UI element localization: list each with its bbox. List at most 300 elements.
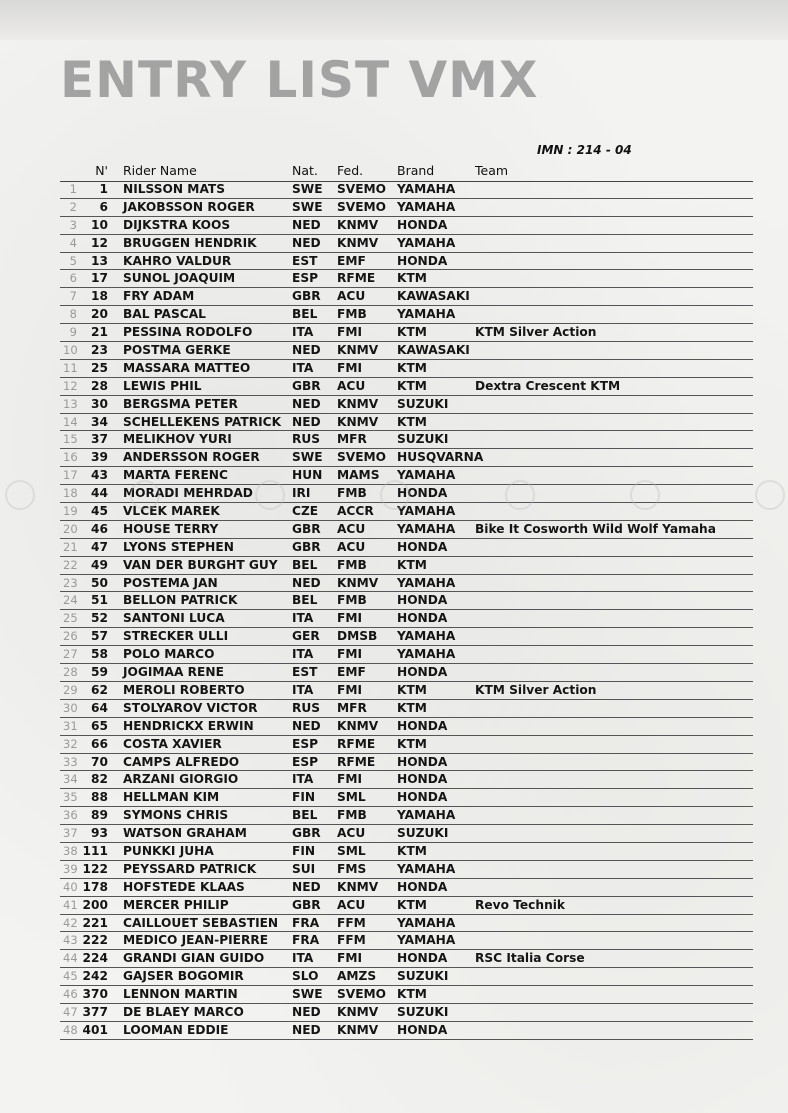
rider-name: JOGIMAA RENE <box>123 665 224 680</box>
table-row <box>60 628 753 646</box>
row-index: 43 <box>63 933 78 948</box>
nationality: FIN <box>292 843 316 858</box>
row-index: 10 <box>63 343 78 358</box>
row-index: 14 <box>63 414 78 429</box>
federation: FMB <box>337 557 367 572</box>
table-row <box>60 485 753 503</box>
rider-number: 58 <box>91 647 108 662</box>
rider-number: 111 <box>82 843 108 858</box>
rider-name: GRANDI GIAN GUIDO <box>123 951 265 966</box>
brand: KTM <box>397 682 427 697</box>
rider-number: 6 <box>99 199 108 214</box>
row-index: 48 <box>63 1022 78 1037</box>
federation: RFME <box>337 271 376 286</box>
rider-number: 13 <box>91 253 108 268</box>
federation: ACCR <box>337 504 374 519</box>
row-index: 32 <box>63 736 78 751</box>
header-team: Team <box>475 163 509 178</box>
row-index: 33 <box>63 754 78 769</box>
rider-number: 224 <box>82 951 108 966</box>
row-index: 15 <box>63 432 78 447</box>
brand: SUZUKI <box>397 1004 449 1019</box>
rider-number: 200 <box>82 897 108 912</box>
federation: FMB <box>337 486 367 501</box>
federation: FFM <box>337 915 366 930</box>
nationality: ESP <box>292 271 319 286</box>
rider-name: PESSINA RODOLFO <box>123 325 253 340</box>
header-nationality: Nat. <box>292 163 318 178</box>
row-index: 2 <box>69 199 77 214</box>
table-row <box>60 771 753 789</box>
rider-name: MEDICO JEAN-PIERRE <box>123 933 269 948</box>
federation: KNMV <box>337 343 379 358</box>
federation: FMI <box>337 325 362 340</box>
rider-number: 1 <box>99 182 108 196</box>
nationality: EST <box>292 665 318 680</box>
nationality: GBR <box>292 521 321 536</box>
rider-name: SANTONI LUCA <box>123 611 225 626</box>
row-index: 40 <box>63 879 78 894</box>
table-row <box>60 306 753 324</box>
team: KTM Silver Action <box>475 682 597 697</box>
team: RSC Italia Corse <box>475 951 585 966</box>
federation: KNMV <box>337 414 379 429</box>
nationality: IRI <box>292 486 311 501</box>
federation: FMI <box>337 682 362 697</box>
nationality: SUI <box>292 861 316 876</box>
federation: KNMV <box>337 575 379 590</box>
nationality: EST <box>292 253 318 268</box>
rider-number: 17 <box>91 271 108 286</box>
brand: HUSQVARNA <box>397 450 484 465</box>
nationality: SWE <box>292 199 323 214</box>
brand: HONDA <box>397 665 448 680</box>
federation: MFR <box>337 432 367 447</box>
team: KTM Silver Action <box>475 325 597 340</box>
row-index: 13 <box>63 396 78 411</box>
table-row <box>60 736 753 754</box>
brand: YAMAHA <box>397 629 456 644</box>
table-row <box>60 199 753 217</box>
nationality: NED <box>292 396 321 411</box>
rider-name: BRUGGEN HENDRIK <box>123 235 257 250</box>
rider-number: 23 <box>91 343 108 358</box>
table-row <box>60 968 753 986</box>
rider-name: NILSSON MATS <box>123 182 226 196</box>
federation: FMI <box>337 772 362 787</box>
table-row <box>60 664 753 682</box>
brand: HONDA <box>397 772 448 787</box>
rider-number: 46 <box>91 521 108 536</box>
rider-name: POLO MARCO <box>123 647 215 662</box>
rider-number: 43 <box>91 468 108 483</box>
nationality: ITA <box>292 325 314 340</box>
nationality: SLO <box>292 969 319 984</box>
row-index: 27 <box>63 647 78 662</box>
rider-number: 370 <box>82 987 108 1002</box>
federation: FMB <box>337 307 367 322</box>
rider-name: HENDRICKX ERWIN <box>123 718 254 733</box>
table-row <box>60 1022 753 1040</box>
table-header <box>60 163 753 182</box>
nationality: FIN <box>292 790 316 805</box>
federation: KNMV <box>337 1004 379 1019</box>
brand: HONDA <box>397 951 448 966</box>
table-row <box>60 414 753 432</box>
row-index: 17 <box>63 468 78 483</box>
row-index: 18 <box>63 486 78 501</box>
row-index: 29 <box>63 682 78 697</box>
reference-code: IMN : 214 - 04 <box>537 143 632 157</box>
brand: HONDA <box>397 754 448 769</box>
rider-number: 93 <box>91 826 108 841</box>
rider-name: MERCER PHILIP <box>123 897 229 912</box>
federation: ACU <box>337 539 366 554</box>
row-index: 44 <box>63 951 78 966</box>
brand: SUZUKI <box>397 969 449 984</box>
rider-name: SUNOL JOAQUIM <box>123 271 236 286</box>
table-row <box>60 861 753 879</box>
table-row <box>60 718 753 736</box>
entry-table <box>60 181 753 1040</box>
row-index: 46 <box>63 987 78 1002</box>
brand: HONDA <box>397 879 448 894</box>
federation: SVEMO <box>337 199 387 214</box>
brand: KTM <box>397 271 427 286</box>
nationality: NED <box>292 1004 321 1019</box>
brand: YAMAHA <box>397 861 456 876</box>
brand: YAMAHA <box>397 182 456 196</box>
brand: KTM <box>397 360 427 375</box>
nationality: FRA <box>292 915 320 930</box>
nationality: RUS <box>292 700 321 715</box>
nationality: GBR <box>292 826 321 841</box>
row-index: 25 <box>63 611 78 626</box>
row-index: 3 <box>69 217 77 232</box>
brand: KAWASAKI <box>397 289 470 304</box>
table-row <box>60 807 753 825</box>
rider-name: LOOMAN EDDIE <box>123 1022 229 1037</box>
row-index: 16 <box>63 450 78 465</box>
nationality: GBR <box>292 897 321 912</box>
federation: ACU <box>337 826 366 841</box>
rider-name: HELLMAN KIM <box>123 790 220 805</box>
brand: YAMAHA <box>397 933 456 948</box>
rider-number: 57 <box>91 629 108 644</box>
table-row <box>60 217 753 235</box>
brand: HONDA <box>397 593 448 608</box>
rider-name: VLCEK MAREK <box>123 504 220 519</box>
rider-name: JAKOBSSON ROGER <box>123 199 255 214</box>
table-row <box>60 557 753 575</box>
rider-name: PEYSSARD PATRICK <box>123 861 257 876</box>
rider-number: 21 <box>91 325 108 340</box>
rider-number: 50 <box>91 575 108 590</box>
rider-number: 222 <box>82 933 108 948</box>
rider-name: COSTA XAVIER <box>123 736 222 751</box>
rider-number: 82 <box>91 772 108 787</box>
rider-number: 49 <box>91 557 108 572</box>
table-row <box>60 521 753 539</box>
brand: YAMAHA <box>397 468 456 483</box>
federation: ACU <box>337 897 366 912</box>
rider-number: 65 <box>91 718 108 733</box>
row-index: 11 <box>63 360 78 375</box>
brand: YAMAHA <box>397 647 456 662</box>
table-row <box>60 324 753 342</box>
federation: SVEMO <box>337 987 387 1002</box>
table-row <box>60 270 753 288</box>
table-row <box>60 950 753 968</box>
table-row <box>60 360 753 378</box>
rider-name: GAJSER BOGOMIR <box>123 969 244 984</box>
rider-number: 64 <box>91 700 108 715</box>
table-row <box>60 754 753 772</box>
header-brand: Brand <box>397 163 435 178</box>
row-index: 47 <box>63 1004 78 1019</box>
rider-number: 122 <box>82 861 108 876</box>
brand: YAMAHA <box>397 521 456 536</box>
row-index: 42 <box>63 915 78 930</box>
rider-name: MEROLI ROBERTO <box>123 682 245 697</box>
federation: KNMV <box>337 217 379 232</box>
federation: FMS <box>337 861 367 876</box>
row-index: 36 <box>63 808 78 823</box>
rider-number: 44 <box>91 486 108 501</box>
brand: YAMAHA <box>397 199 456 214</box>
brand: SUZUKI <box>397 826 449 841</box>
brand: KTM <box>397 897 427 912</box>
rider-name: HOFSTEDE KLAAS <box>123 879 245 894</box>
row-index: 8 <box>69 307 77 322</box>
nationality: ESP <box>292 754 319 769</box>
rider-number: 52 <box>91 611 108 626</box>
nationality: NED <box>292 718 321 733</box>
row-index: 24 <box>63 593 78 608</box>
rider-name: FRY ADAM <box>123 289 195 304</box>
brand: KAWASAKI <box>397 343 470 358</box>
rider-name: VAN DER BURGHT GUY <box>123 557 278 572</box>
rider-name: HOUSE TERRY <box>123 521 219 536</box>
table-row <box>60 467 753 485</box>
rider-name: BERGSMA PETER <box>123 396 238 411</box>
nationality: NED <box>292 1022 321 1037</box>
rider-number: 47 <box>91 539 108 554</box>
table-row <box>60 342 753 360</box>
table-row <box>60 288 753 306</box>
brand: KTM <box>397 700 427 715</box>
rider-number: 10 <box>91 217 108 232</box>
table-row <box>60 592 753 610</box>
rider-name: DE BLAEY MARCO <box>123 1004 244 1019</box>
federation: KNMV <box>337 235 379 250</box>
table-row <box>60 396 753 414</box>
rider-name: POSTMA GERKE <box>123 343 231 358</box>
nationality: NED <box>292 235 321 250</box>
brand: KTM <box>397 843 427 858</box>
nationality: NED <box>292 414 321 429</box>
table-row <box>60 843 753 861</box>
rider-number: 28 <box>91 378 108 393</box>
brand: KTM <box>397 414 427 429</box>
nationality: BEL <box>292 307 318 322</box>
table-row <box>60 879 753 897</box>
row-index: 26 <box>63 629 78 644</box>
row-index: 28 <box>63 665 78 680</box>
torn-top-band <box>0 0 788 40</box>
brand: HONDA <box>397 1022 448 1037</box>
nationality: GBR <box>292 289 321 304</box>
brand: YAMAHA <box>397 307 456 322</box>
nationality: GER <box>292 629 320 644</box>
rider-name: MORADI MEHRDAD <box>123 486 253 501</box>
rider-number: 59 <box>91 665 108 680</box>
table-row <box>60 646 753 664</box>
row-index: 1 <box>69 182 77 196</box>
federation: SML <box>337 790 366 805</box>
brand: YAMAHA <box>397 808 456 823</box>
table-row <box>60 181 753 199</box>
rider-number: 34 <box>91 414 108 429</box>
rider-name: BELLON PATRICK <box>123 593 238 608</box>
federation: MAMS <box>337 468 380 483</box>
row-index: 21 <box>63 539 78 554</box>
brand: YAMAHA <box>397 504 456 519</box>
federation: AMZS <box>337 969 377 984</box>
rider-number: 88 <box>91 790 108 805</box>
nationality: BEL <box>292 593 318 608</box>
table-row <box>60 932 753 950</box>
rider-name: STRECKER ULLI <box>123 629 229 644</box>
federation: SVEMO <box>337 450 387 465</box>
rider-name: WATSON GRAHAM <box>123 826 247 841</box>
brand: SUZUKI <box>397 396 449 411</box>
federation: FMI <box>337 647 362 662</box>
table-row <box>60 503 753 521</box>
row-index: 12 <box>63 378 78 393</box>
brand: HONDA <box>397 790 448 805</box>
brand: KTM <box>397 378 427 393</box>
nationality: NED <box>292 343 321 358</box>
brand: HONDA <box>397 611 448 626</box>
header-number: N' <box>95 163 108 178</box>
federation: EMF <box>337 665 366 680</box>
row-index: 39 <box>63 861 78 876</box>
rider-name: SCHELLEKENS PATRICK <box>123 414 282 429</box>
rider-number: 12 <box>91 235 108 250</box>
rider-name: DIJKSTRA KOOS <box>123 217 231 232</box>
row-index: 34 <box>63 772 78 787</box>
brand: HONDA <box>397 718 448 733</box>
federation: SVEMO <box>337 182 387 196</box>
brand: KTM <box>397 736 427 751</box>
nationality: NED <box>292 217 321 232</box>
brand: HONDA <box>397 486 448 501</box>
nationality: BEL <box>292 808 318 823</box>
brand: HONDA <box>397 217 448 232</box>
federation: FMI <box>337 611 362 626</box>
table-row <box>60 789 753 807</box>
rider-number: 401 <box>82 1022 108 1037</box>
brand: KTM <box>397 557 427 572</box>
row-index: 41 <box>63 897 78 912</box>
nationality: NED <box>292 879 321 894</box>
rider-number: 51 <box>91 593 108 608</box>
nationality: GBR <box>292 378 321 393</box>
federation: RFME <box>337 736 376 751</box>
table-row <box>60 378 753 396</box>
federation: FMB <box>337 808 367 823</box>
federation: FMI <box>337 951 362 966</box>
table-row <box>60 682 753 700</box>
rider-name: LEWIS PHIL <box>123 378 202 393</box>
rider-number: 377 <box>82 1004 108 1019</box>
nationality: ITA <box>292 611 314 626</box>
rider-number: 89 <box>91 808 108 823</box>
table-row <box>60 539 753 557</box>
brand: KTM <box>397 325 427 340</box>
page-title: ENTRY LIST VMX <box>60 51 539 109</box>
row-index: 6 <box>69 271 77 286</box>
rider-name: ARZANI GIORGIO <box>123 772 239 787</box>
federation: EMF <box>337 253 366 268</box>
row-index: 9 <box>69 325 77 340</box>
table-row <box>60 610 753 628</box>
brand: YAMAHA <box>397 915 456 930</box>
federation: KNMV <box>337 718 379 733</box>
nationality: SWE <box>292 987 323 1002</box>
row-index: 37 <box>63 826 78 841</box>
table-row <box>60 253 753 271</box>
rider-number: 221 <box>82 915 108 930</box>
rider-name: MARTA FERENC <box>123 468 228 483</box>
table-row <box>60 825 753 843</box>
header-federation: Fed. <box>337 163 364 178</box>
nationality: SWE <box>292 450 323 465</box>
federation: FFM <box>337 933 366 948</box>
federation: SML <box>337 843 366 858</box>
row-index: 22 <box>63 557 78 572</box>
row-index: 30 <box>63 700 78 715</box>
federation: FMB <box>337 593 367 608</box>
table-row <box>60 431 753 449</box>
row-index: 5 <box>69 253 77 268</box>
nationality: RUS <box>292 432 321 447</box>
rider-name: BAL PASCAL <box>123 307 206 322</box>
row-index: 45 <box>63 969 78 984</box>
row-index: 31 <box>63 718 78 733</box>
rider-name: PUNKKI JUHA <box>123 843 214 858</box>
rider-name: ANDERSSON ROGER <box>123 450 260 465</box>
federation: ACU <box>337 289 366 304</box>
rider-number: 25 <box>91 360 108 375</box>
federation: MFR <box>337 700 367 715</box>
team: Bike It Cosworth Wild Wolf Yamaha <box>475 521 716 536</box>
nationality: GBR <box>292 539 321 554</box>
brand: HONDA <box>397 539 448 554</box>
table-row <box>60 235 753 253</box>
rider-name: CAILLOUET SEBASTIEN <box>123 915 279 930</box>
brand: HONDA <box>397 253 448 268</box>
brand: YAMAHA <box>397 235 456 250</box>
nationality: ITA <box>292 772 314 787</box>
rider-name: POSTEMA JAN <box>123 575 218 590</box>
header-rider-name: Rider Name <box>123 163 197 178</box>
rider-number: 20 <box>91 307 108 322</box>
nationality: FRA <box>292 933 320 948</box>
nationality: CZE <box>292 504 319 519</box>
rider-number: 242 <box>82 969 108 984</box>
